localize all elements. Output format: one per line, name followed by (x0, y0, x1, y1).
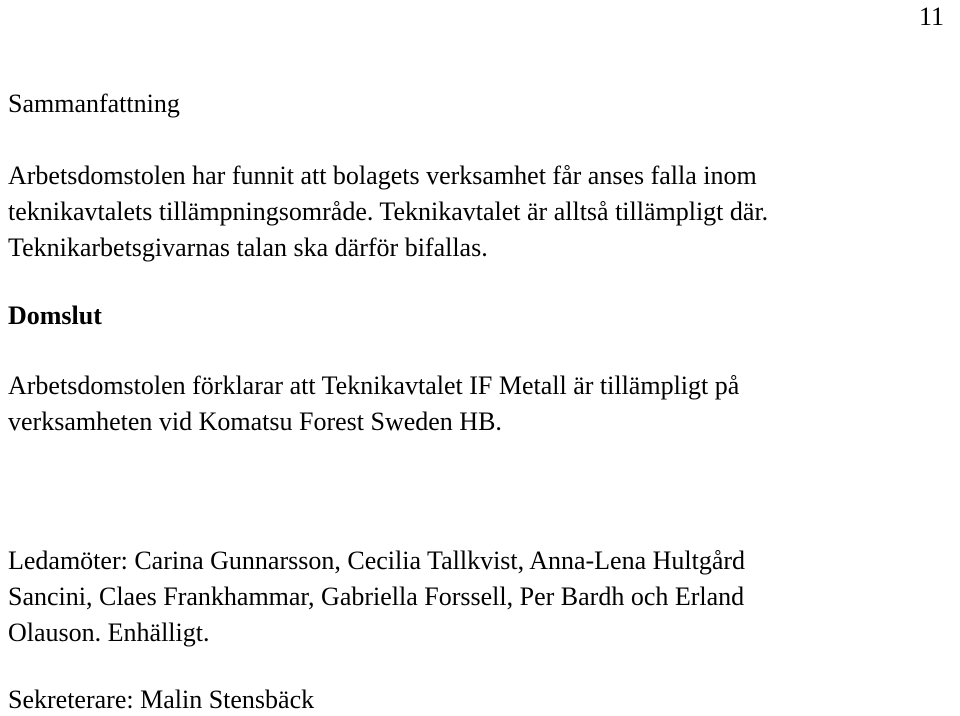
members-line-2: Sancini, Claes Frankhammar, Gabriella Forssell, Per Bardh och Erland (8, 582, 745, 611)
summary-line-3: Teknikarbetsgivarnas talan ska därför bifallas. (8, 233, 488, 262)
page-number: 11 (918, 2, 944, 31)
judgment-line-2: verksamheten vid Komatsu Forest Sweden HB. (8, 407, 502, 436)
summary-line-1: Arbetsdomstolen har funnit att bolagets verksamhet får anses falla inom (8, 161, 757, 190)
members-line-1: Ledamöter: Carina Gunnarsson, Cecilia Tallkvist, Anna-Lena Hultgård (8, 546, 746, 575)
members-line-3: Olauson. Enhälligt. (8, 618, 210, 647)
summary-line-2: teknikavtalets tillämpningsområde. Teknikavtalet är alltså tillämpligt där. (8, 197, 769, 226)
summary-heading: Sammanfattning (8, 89, 180, 118)
secretary-line: Sekreterare: Malin Stensbäck (8, 685, 315, 714)
judgment-heading: Domslut (8, 301, 102, 330)
judgment-line-1: Arbetsdomstolen förklarar att Teknikavtalet IF Metall är tillämpligt på (8, 371, 740, 400)
